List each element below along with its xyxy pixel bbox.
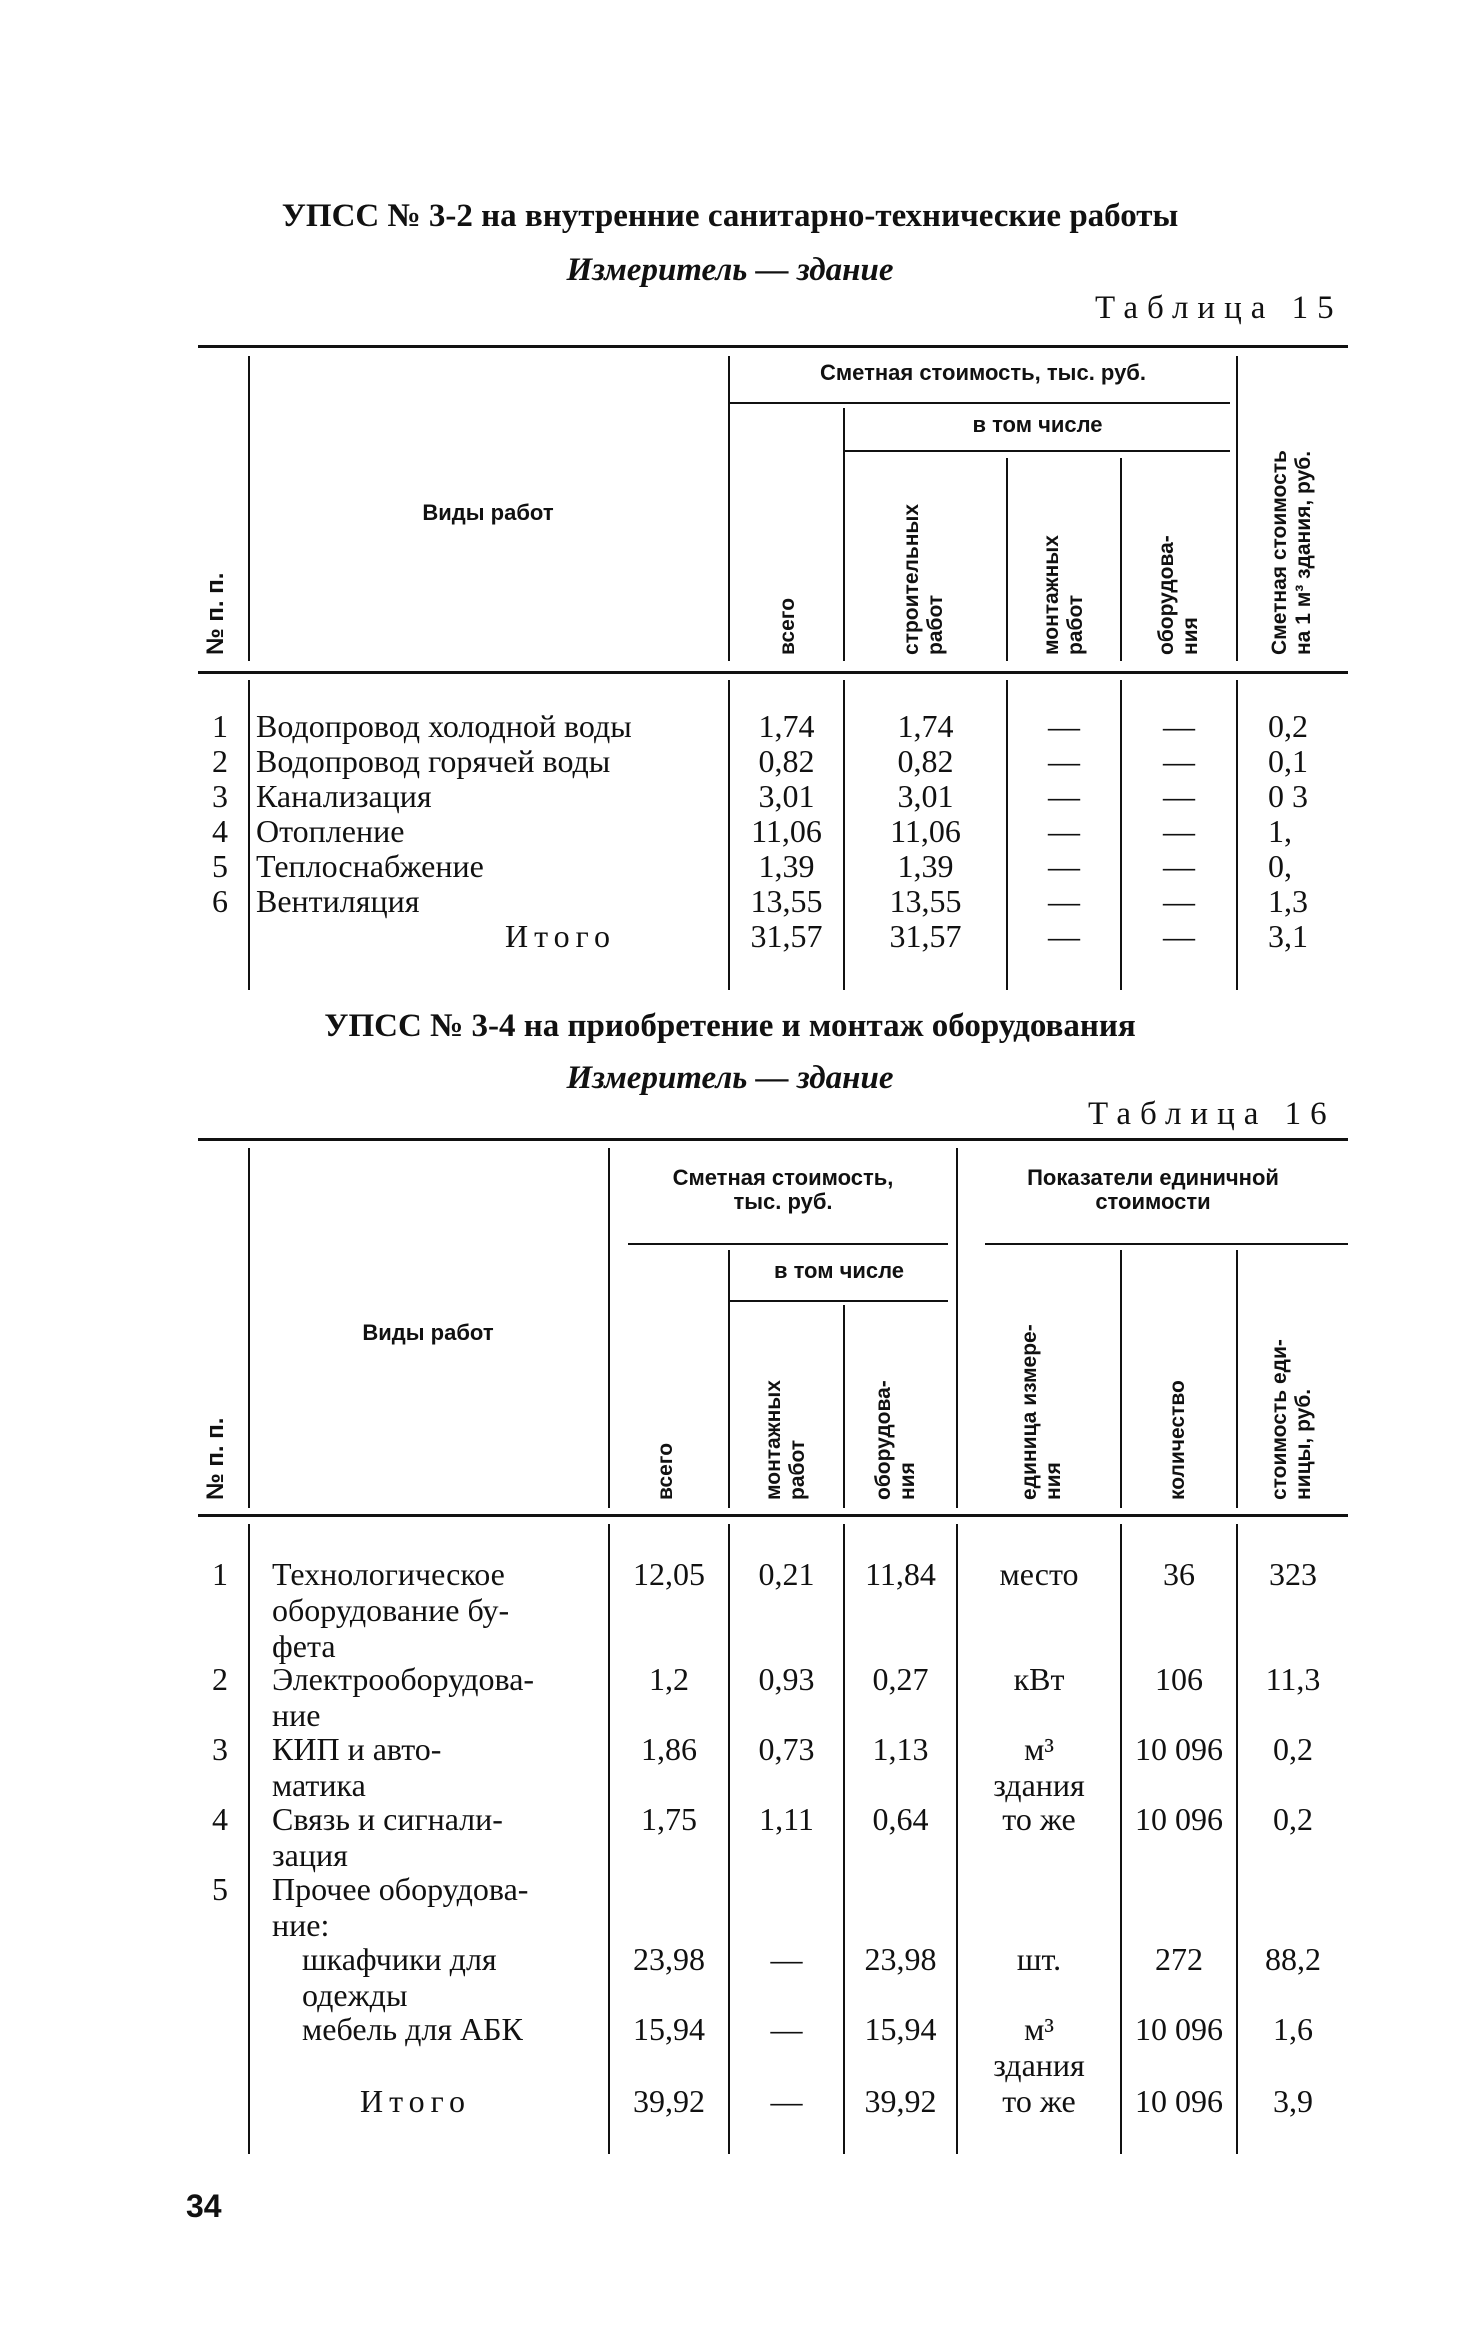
t15-per-m3: 1,3 — [1268, 883, 1308, 919]
t16-unit: шт. — [1016, 1941, 1062, 1977]
t15-work: Водопровод горячей воды — [256, 743, 611, 779]
t16-equipment: 39,92 — [864, 2083, 937, 2119]
t15-construction: 13,55 — [889, 883, 962, 919]
t15-per-m3: 3,1 — [1268, 918, 1308, 954]
t15-num: 1 — [212, 708, 228, 744]
t15-construction: 11,06 — [890, 813, 961, 849]
t15-equipment: — — [1163, 708, 1195, 744]
t16-equipment: 15,94 — [864, 2011, 937, 2047]
t16-unit: м³ здания — [993, 2011, 1085, 2083]
t15-work: Водопровод холодной воды — [256, 708, 632, 744]
t16-total: 15,94 — [633, 2011, 705, 2047]
t16-total-label: Итого — [360, 2083, 471, 2119]
t16-col-quantity: количество — [1166, 1380, 1189, 1500]
t16-col-mounting: монтажных работ — [762, 1380, 809, 1500]
t16-equipment: 0,27 — [872, 1661, 929, 1697]
t16-col-indicators-group: Показатели единичной стоимости — [1027, 1165, 1279, 1214]
t15-num: 5 — [212, 848, 228, 884]
t15-mounting: — — [1048, 743, 1080, 779]
t16-work: КИП и авто- матика — [272, 1731, 442, 1803]
t15-col-mounting: монтажных работ — [1040, 535, 1087, 655]
t16-quantity: 10 096 — [1135, 1731, 1223, 1767]
t15-mounting: — — [1048, 918, 1080, 954]
t15-work: Теплоснабжение — [256, 848, 484, 884]
t16-num: 1 — [212, 1556, 228, 1592]
t16-total: 1,2 — [649, 1661, 689, 1697]
table16-title: УПСС № 3-4 на приобретение и монтаж оборудования — [324, 1008, 1136, 1044]
t16-col-num: № п. п. — [202, 1417, 229, 1500]
t16-mounting: 1,11 — [759, 1801, 814, 1837]
page-number: 34 — [186, 2188, 222, 2224]
t16-num: 2 — [212, 1661, 228, 1697]
t16-num: 3 — [212, 1731, 228, 1767]
t16-unit-cost: 3,9 — [1273, 2083, 1313, 2119]
t15-total-label: Итого — [505, 918, 616, 954]
t15-col-construction: строительных работ — [900, 503, 947, 655]
t15-col-per-m3: Сметная стоимость на 1 м³ здания, руб. — [1268, 450, 1315, 655]
t15-equipment: — — [1163, 778, 1195, 814]
table15-title: УПСС № 3-2 на внутренние санитарно-технические работы — [281, 198, 1179, 234]
t15-total: 13,55 — [750, 883, 823, 919]
t16-mounting: 0,73 — [758, 1731, 815, 1767]
t15-total: 0,82 — [758, 743, 815, 779]
t16-work: шкафчики для одежды — [302, 1941, 497, 2013]
t15-col-incl: в том числе — [972, 412, 1103, 437]
t16-unit: место — [999, 1556, 1079, 1592]
t16-mounting: — — [770, 2083, 803, 2119]
t15-work: Вентиляция — [256, 883, 420, 919]
t15-construction: 3,01 — [897, 778, 954, 814]
t16-work: Технологическое оборудование бу- фета — [272, 1556, 510, 1664]
t16-quantity: 10 096 — [1135, 1801, 1223, 1837]
t16-unit: кВт — [1013, 1661, 1065, 1697]
table15-meter: Измеритель — здание — [566, 252, 894, 288]
t16-quantity: 10 096 — [1135, 2083, 1223, 2119]
t15-mounting: — — [1048, 708, 1080, 744]
t15-total: 31,57 — [750, 918, 823, 954]
t16-work: Связь и сигнали- зация — [272, 1801, 503, 1873]
t15-per-m3: 0,2 — [1268, 708, 1308, 744]
t16-unit: то же — [1002, 1801, 1076, 1837]
table15-label: Таблица 15 — [1095, 290, 1343, 326]
t16-col-incl: в том числе — [773, 1258, 905, 1283]
t15-construction: 31,57 — [889, 918, 962, 954]
t15-total: 11,06 — [751, 813, 822, 849]
t16-work: Прочее оборудова- ние: — [272, 1871, 529, 1943]
t16-quantity: 36 — [1163, 1556, 1195, 1592]
t16-col-unit: единица измере- ния — [1018, 1324, 1065, 1500]
t15-col-equipment: оборудова- ния — [1155, 535, 1202, 655]
t15-equipment: — — [1163, 918, 1195, 954]
t16-total: 1,86 — [641, 1731, 697, 1767]
t16-unit-cost: 0,2 — [1273, 1801, 1313, 1837]
t15-col-cost-group: Сметная стоимость, тыс. руб. — [819, 360, 1147, 385]
t16-equipment: 1,13 — [872, 1731, 929, 1767]
t16-equipment: 11,84 — [865, 1556, 936, 1592]
t16-col-equipment: оборудова- ния — [872, 1380, 919, 1500]
t15-col-works: Виды работ — [422, 500, 554, 525]
t16-unit-cost: 1,6 — [1273, 2011, 1313, 2047]
t16-work: Электрооборудова- ние — [272, 1661, 535, 1733]
t15-num: 6 — [212, 883, 228, 919]
t15-per-m3: 0, — [1268, 848, 1292, 884]
t15-mounting: — — [1048, 848, 1080, 884]
t16-quantity: 272 — [1155, 1941, 1203, 1977]
t16-mounting: 0,93 — [758, 1661, 815, 1697]
t16-unit: то же — [1002, 2083, 1076, 2119]
t16-unit-cost: 323 — [1269, 1556, 1317, 1592]
t16-unit-cost: 11,3 — [1265, 1661, 1321, 1697]
t15-work: Канализация — [256, 778, 432, 814]
t15-construction: 0,82 — [897, 743, 954, 779]
t15-total: 1,39 — [758, 848, 815, 884]
t15-num: 2 — [212, 743, 228, 779]
t16-col-unit-cost: стоимость еди- ницы, руб. — [1268, 1339, 1315, 1500]
t16-unit-cost: 0,2 — [1273, 1731, 1313, 1767]
t16-unit: м³ здания — [993, 1731, 1085, 1803]
t16-total: 39,92 — [633, 2083, 705, 2119]
t16-col-works: Виды работ — [362, 1320, 494, 1345]
t16-col-cost-group: Сметная стоимость, тыс. руб. — [672, 1165, 894, 1214]
t16-num: 5 — [212, 1871, 228, 1907]
table16-label: Таблица 16 — [1088, 1096, 1336, 1132]
t15-num: 4 — [212, 813, 228, 849]
t16-total: 12,05 — [633, 1556, 705, 1592]
t16-num: 4 — [212, 1801, 228, 1837]
t16-mounting: — — [770, 2011, 803, 2047]
t15-work: Отопление — [256, 813, 405, 849]
t15-total: 3,01 — [758, 778, 815, 814]
t16-quantity: 10 096 — [1135, 2011, 1223, 2047]
t15-per-m3: 0 3 — [1268, 778, 1308, 814]
t16-mounting: — — [770, 1941, 803, 1977]
t16-work: мебель для АБК — [302, 2011, 523, 2047]
t15-construction: 1,39 — [897, 848, 954, 884]
t16-total: 1,75 — [641, 1801, 697, 1837]
t16-equipment: 23,98 — [864, 1941, 937, 1977]
t16-unit-cost: 88,2 — [1265, 1941, 1321, 1977]
table16-meter: Измеритель — здание — [566, 1060, 894, 1096]
t15-num: 3 — [212, 778, 228, 814]
t15-col-num: № п. п. — [202, 572, 229, 655]
t16-col-total: всего — [654, 1442, 677, 1500]
t16-equipment: 0,64 — [872, 1801, 929, 1837]
t15-mounting: — — [1048, 813, 1080, 849]
t15-col-total: всего — [776, 597, 799, 655]
t15-construction: 1,74 — [897, 708, 954, 744]
t16-mounting: 0,21 — [758, 1556, 815, 1592]
t15-equipment: — — [1163, 883, 1195, 919]
t16-total: 23,98 — [633, 1941, 705, 1977]
t15-per-m3: 1, — [1268, 813, 1292, 849]
t15-equipment: — — [1163, 813, 1195, 849]
t15-mounting: — — [1048, 883, 1080, 919]
t16-quantity: 106 — [1155, 1661, 1203, 1697]
t15-equipment: — — [1163, 848, 1195, 884]
t15-per-m3: 0,1 — [1268, 743, 1308, 779]
t15-mounting: — — [1048, 778, 1080, 814]
t15-total: 1,74 — [758, 708, 815, 744]
t15-equipment: — — [1163, 743, 1195, 779]
